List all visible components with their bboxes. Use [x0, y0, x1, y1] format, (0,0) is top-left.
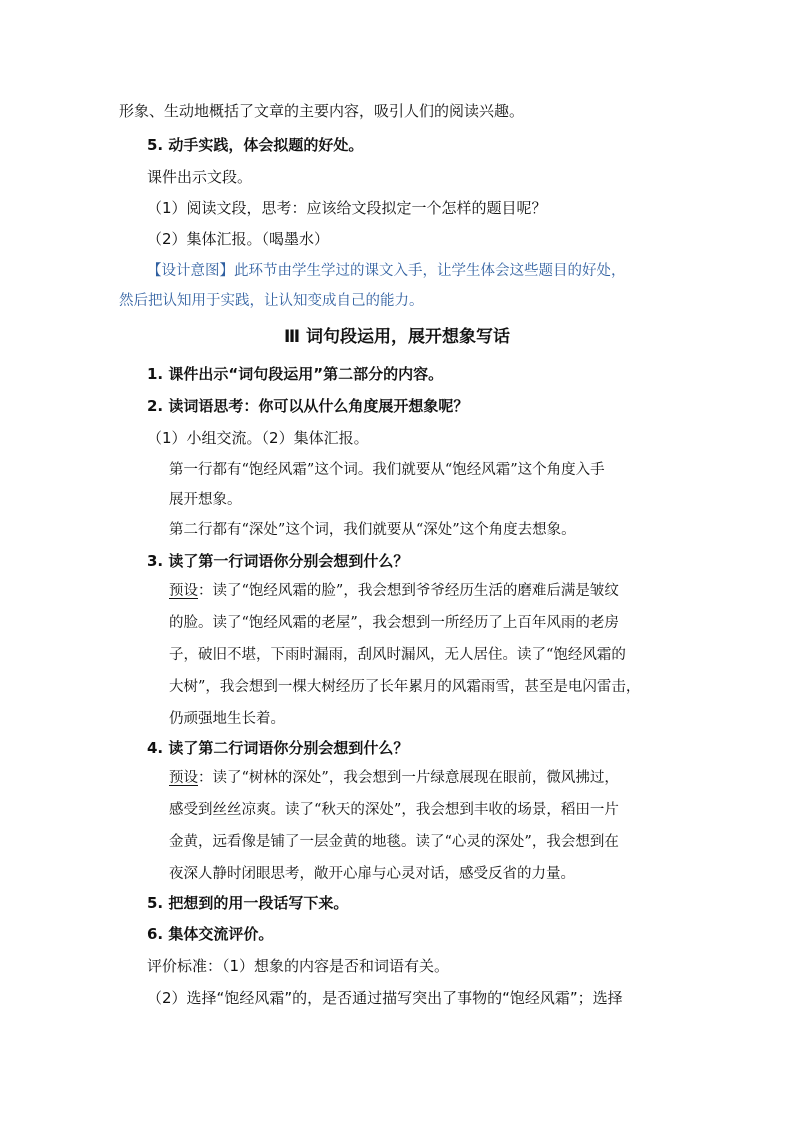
example-line: 仍顽强地生长着。	[169, 711, 285, 727]
example-line: 第一行都有“饱经风霜”这个词。我们就要从“饱经风霜”这个角度入手	[169, 462, 605, 478]
paragraph-line: （2）集体汇报。（喝墨水）	[147, 230, 330, 248]
design-intent-text: 此环节由学生学过的课文入手，让学生体会这些题目的好处，	[234, 263, 626, 279]
step-heading: 2. 读词语思考：你可以从什么角度展开想象呢？	[147, 397, 469, 415]
preset-label: 预设	[169, 770, 198, 786]
design-intent-tag: 【设计意图】	[147, 263, 234, 279]
step-heading: 5. 动手实践，体会拟题的好处。	[147, 136, 364, 154]
step-heading: 6. 集体交流评价。	[147, 925, 274, 943]
section-title: Ⅲ 词句段运用，展开想象写话	[284, 327, 510, 347]
step-heading: 1. 课件出示“词句段运用”第二部分的内容。	[147, 365, 444, 383]
preset-text: ：读了“饱经风霜的脸”，我会想到爷爷经历生活的磨难后满是皱纹	[198, 583, 619, 599]
step-heading: 5. 把想到的用一段话写下来。	[147, 894, 349, 912]
example-line: 第二行都有“深处”这个词，我们就要从“深处”这个角度去想象。	[169, 522, 576, 538]
step-heading: 3. 读了第一行词语你分别会想到什么？	[147, 552, 409, 570]
example-line: 的脸。读了“饱经风霜的老屋”，我会想到一所经历了上百年风雨的老房	[169, 615, 619, 631]
preset-label: 预设	[169, 583, 198, 599]
preset-text: ：读了“树林的深处”，我会想到一片绿意展现在眼前，微风拂过，	[198, 770, 619, 786]
paragraph-line: 评价标准：（1）想象的内容是否和词语有关。	[147, 957, 450, 975]
example-line	[169, 768, 619, 788]
example-line	[169, 581, 619, 601]
example-line: 夜深人静时闭眼思考，敞开心扉与心灵对话，感受反省的力量。	[169, 866, 575, 882]
paragraph-line: 形象、生动地概括了文章的主要内容，吸引人们的阅读兴趣。	[119, 102, 525, 120]
example-line: 展开想象。	[169, 492, 242, 508]
paragraph-line: （2）选择“饱经风霜”的，是否通过描写突出了事物的“饱经风霜”；选择	[147, 989, 623, 1007]
paragraph-line: （1）小组交流。（2）集体汇报。	[147, 429, 369, 447]
example-line: 大树”，我会想到一棵大树经历了长年累月的风霜雨雪，甚至是电闪雷击，	[169, 679, 641, 695]
design-intent-line: 然后把认知用于实践，让认知变成自己的能力。	[119, 293, 424, 309]
paragraph-line: 课件出示文段。	[147, 168, 253, 186]
design-intent-line	[147, 261, 626, 281]
paragraph-line: （1）阅读文段，思考：应该给文段拟定一个怎样的题目呢？	[147, 199, 547, 217]
example-line: 子，破旧不堪，下雨时漏雨，刮风时漏风，无人居住。读了“饱经风霜的	[169, 647, 626, 663]
example-line: 金黄，远看像是铺了一层金黄的地毯。读了“心灵的深处”，我会想到在	[169, 834, 619, 850]
example-line: 感受到丝丝凉爽。读了“秋天的深处”，我会想到丰收的场景，稻田一片	[169, 802, 619, 818]
step-heading: 4. 读了第二行词语你分别会想到什么？	[147, 739, 409, 757]
